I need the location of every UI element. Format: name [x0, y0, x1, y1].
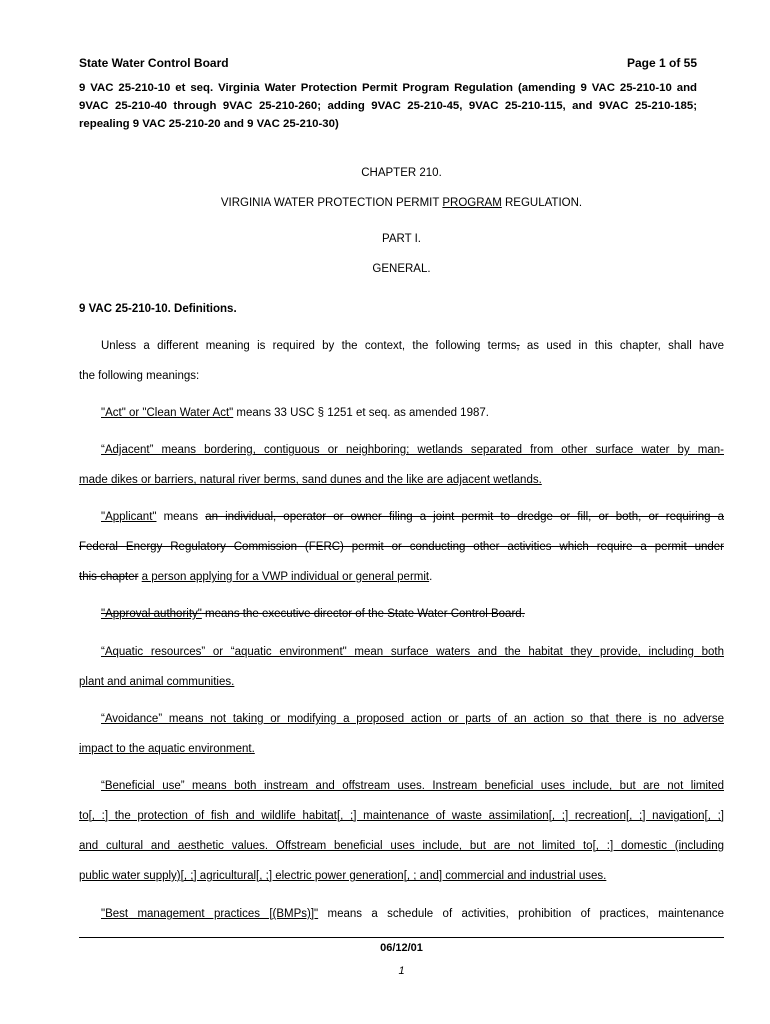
definition-avoidance-line-1: “Avoidance” means not taking or modifying a proposed action or parts of an action so that there is no adverse	[101, 713, 724, 725]
document-title: 9 VAC 25-210-10 et seq. Virginia Water Protection Permit Program Regulation (amending 9 VAC 25-210-10 and 9VAC 25-210-40 through 9VAC 25-210-260; adding 9VAC 25-210-45, 9VAC 25-210-115, and 9VAC 25-210-185; repealing 9 VAC 25-210-20 and 9 VAC 25-210-30)	[79, 82, 697, 130]
part-heading: PART I.	[382, 233, 421, 245]
header-page-count: Page 1 of 55	[626, 56, 697, 70]
footer-divider	[79, 937, 724, 938]
definition-applicant-line-2: Federal Energy Regulatory Commission (FERC) permit or conducting other activities which require a permit under	[79, 541, 724, 553]
definition-aquatic-line-2: plant and animal communities.	[79, 676, 235, 688]
definition-beneficial-line-3: and cultural and aesthetic values. Offstream beneficial uses include, but are not limited to[, :] domestic (including	[79, 840, 724, 852]
regulation-title: VIRGINIA WATER PROTECTION PERMIT PROGRAM REGULATION.	[220, 197, 583, 209]
intro-line-1: Unless a different meaning is required by the context, the following terms, as used in this chapter, shall have	[101, 340, 724, 352]
footer-date: 06/12/01	[380, 942, 423, 954]
intro-line-2: the following meanings:	[79, 370, 200, 382]
header-agency: State Water Control Board	[79, 56, 229, 70]
definition-avoidance-line-2: impact to the aquatic environment.	[79, 743, 255, 755]
definition-act: "Act" or "Clean Water Act" means 33 USC § 1251 et seq. as amended 1987.	[101, 407, 489, 419]
general-heading: GENERAL.	[372, 263, 431, 275]
definition-adjacent-line-1: “Adjacent” means bordering, contiguous or neighboring; wetlands separated from other surface water by man-	[101, 444, 724, 456]
definition-beneficial-line-1: “Beneficial use” means both instream and offstream uses. Instream beneficial uses include, but are not limited	[101, 780, 724, 792]
definition-beneficial-line-2: to[, :] the protection of fish and wildlife habitat[, ;] maintenance of waste assimilation[, ;] recreation[, ;] navigation[, ;]	[79, 810, 724, 822]
chapter-heading: CHAPTER 210.	[361, 167, 442, 179]
page-header	[79, 56, 697, 70]
definition-aquatic-line-1: “Aquatic resources” or “aquatic environment" mean surface waters and the habitat they provide, including both	[101, 646, 724, 658]
footer-page-number: 1	[398, 965, 405, 977]
section-heading: 9 VAC 25-210-10. Definitions.	[79, 303, 237, 315]
definition-applicant-line-1: "Applicant" means an individual, operator or owner filing a joint permit to dredge or fill, or both, or requiring a	[101, 511, 724, 523]
definition-bmp-line-1: "Best management practices [(BMPs)]" means a schedule of activities, prohibition of practices, maintenance	[101, 908, 724, 920]
definition-approval-authority: "Approval authority" means the executive director of the State Water Control Board.	[101, 608, 525, 620]
definition-beneficial-line-4: public water supply)[, ;] agricultural[, ;] electric power generation[, ; and] commercial and industrial uses.	[79, 870, 607, 882]
definition-adjacent-line-2: made dikes or barriers, natural river berms, sand dunes and the like are adjacent wetlands.	[79, 474, 542, 486]
definition-applicant-line-3: this chapter a person applying for a VWP individual or general permit.	[79, 571, 433, 583]
